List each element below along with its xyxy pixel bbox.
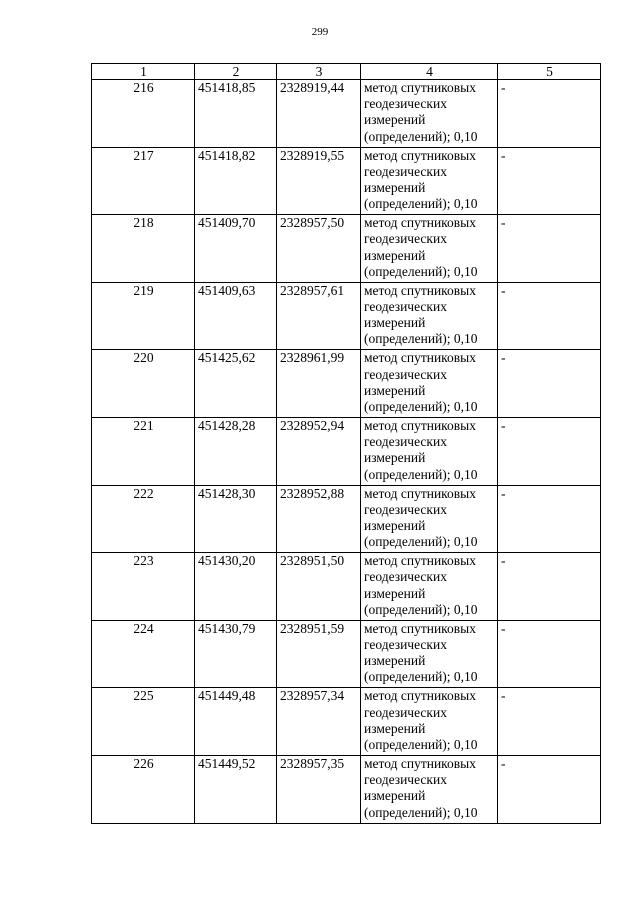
page-number: 299 (311, 26, 329, 38)
x-coordinate-cell: 451428,30 (195, 485, 277, 553)
y-coordinate-cell: 2328952,94 (277, 417, 361, 485)
method-cell: метод спутниковых геодезических измерений (определений); 0,10 (361, 620, 498, 688)
column-header-5: 5 (498, 64, 601, 80)
table-header-row (92, 64, 601, 80)
method-cell: метод спутниковых геодезических измерений (определений); 0,10 (361, 688, 498, 756)
note-cell: - (498, 282, 601, 350)
table-row (92, 688, 601, 756)
point-number-cell: 218 (92, 215, 195, 283)
x-coordinate-cell: 451449,52 (195, 755, 277, 823)
point-number-cell: 221 (92, 417, 195, 485)
point-number-cell: 225 (92, 688, 195, 756)
method-cell: метод спутниковых геодезических измерений (определений); 0,10 (361, 80, 498, 148)
point-number-cell: 223 (92, 553, 195, 621)
x-coordinate-cell: 451430,20 (195, 553, 277, 621)
column-header-2: 2 (195, 64, 277, 80)
table-row (92, 282, 601, 350)
note-cell: - (498, 688, 601, 756)
table-row (92, 80, 601, 148)
coordinates-table (91, 63, 601, 824)
method-cell: метод спутниковых геодезических измерений (определений); 0,10 (361, 755, 498, 823)
table-row (92, 553, 601, 621)
y-coordinate-cell: 2328961,99 (277, 350, 361, 418)
point-number-cell: 224 (92, 620, 195, 688)
y-coordinate-cell: 2328957,61 (277, 282, 361, 350)
note-cell: - (498, 485, 601, 553)
x-coordinate-cell: 451425,62 (195, 350, 277, 418)
note-cell: - (498, 553, 601, 621)
x-coordinate-cell: 451418,85 (195, 80, 277, 148)
y-coordinate-cell: 2328957,34 (277, 688, 361, 756)
note-cell: - (498, 417, 601, 485)
table-row (92, 350, 601, 418)
x-coordinate-cell: 451418,82 (195, 147, 277, 215)
column-header-4: 4 (361, 64, 498, 80)
note-cell: - (498, 350, 601, 418)
note-cell: - (498, 620, 601, 688)
x-coordinate-cell: 451409,70 (195, 215, 277, 283)
table-row (92, 755, 601, 823)
column-header-1: 1 (92, 64, 195, 80)
method-cell: метод спутниковых геодезических измерений (определений); 0,10 (361, 147, 498, 215)
note-cell: - (498, 215, 601, 283)
x-coordinate-cell: 451430,79 (195, 620, 277, 688)
point-number-cell: 216 (92, 80, 195, 148)
method-cell: метод спутниковых геодезических измерений (определений); 0,10 (361, 417, 498, 485)
point-number-cell: 219 (92, 282, 195, 350)
point-number-cell: 226 (92, 755, 195, 823)
method-cell: метод спутниковых геодезических измерений (определений); 0,10 (361, 215, 498, 283)
table-row (92, 147, 601, 215)
method-cell: метод спутниковых геодезических измерений (определений); 0,10 (361, 350, 498, 418)
point-number-cell: 217 (92, 147, 195, 215)
note-cell: - (498, 80, 601, 148)
table-row (92, 417, 601, 485)
table-row (92, 485, 601, 553)
column-header-3: 3 (277, 64, 361, 80)
method-cell: метод спутниковых геодезических измерений (определений); 0,10 (361, 485, 498, 553)
point-number-cell: 220 (92, 350, 195, 418)
x-coordinate-cell: 451409,63 (195, 282, 277, 350)
y-coordinate-cell: 2328952,88 (277, 485, 361, 553)
y-coordinate-cell: 2328951,59 (277, 620, 361, 688)
x-coordinate-cell: 451428,28 (195, 417, 277, 485)
table-row (92, 620, 601, 688)
table-row (92, 215, 601, 283)
y-coordinate-cell: 2328957,50 (277, 215, 361, 283)
y-coordinate-cell: 2328919,55 (277, 147, 361, 215)
y-coordinate-cell: 2328919,44 (277, 80, 361, 148)
note-cell: - (498, 755, 601, 823)
method-cell: метод спутниковых геодезических измерений (определений); 0,10 (361, 553, 498, 621)
note-cell: - (498, 147, 601, 215)
method-cell: метод спутниковых геодезических измерений (определений); 0,10 (361, 282, 498, 350)
y-coordinate-cell: 2328957,35 (277, 755, 361, 823)
y-coordinate-cell: 2328951,50 (277, 553, 361, 621)
point-number-cell: 222 (92, 485, 195, 553)
x-coordinate-cell: 451449,48 (195, 688, 277, 756)
